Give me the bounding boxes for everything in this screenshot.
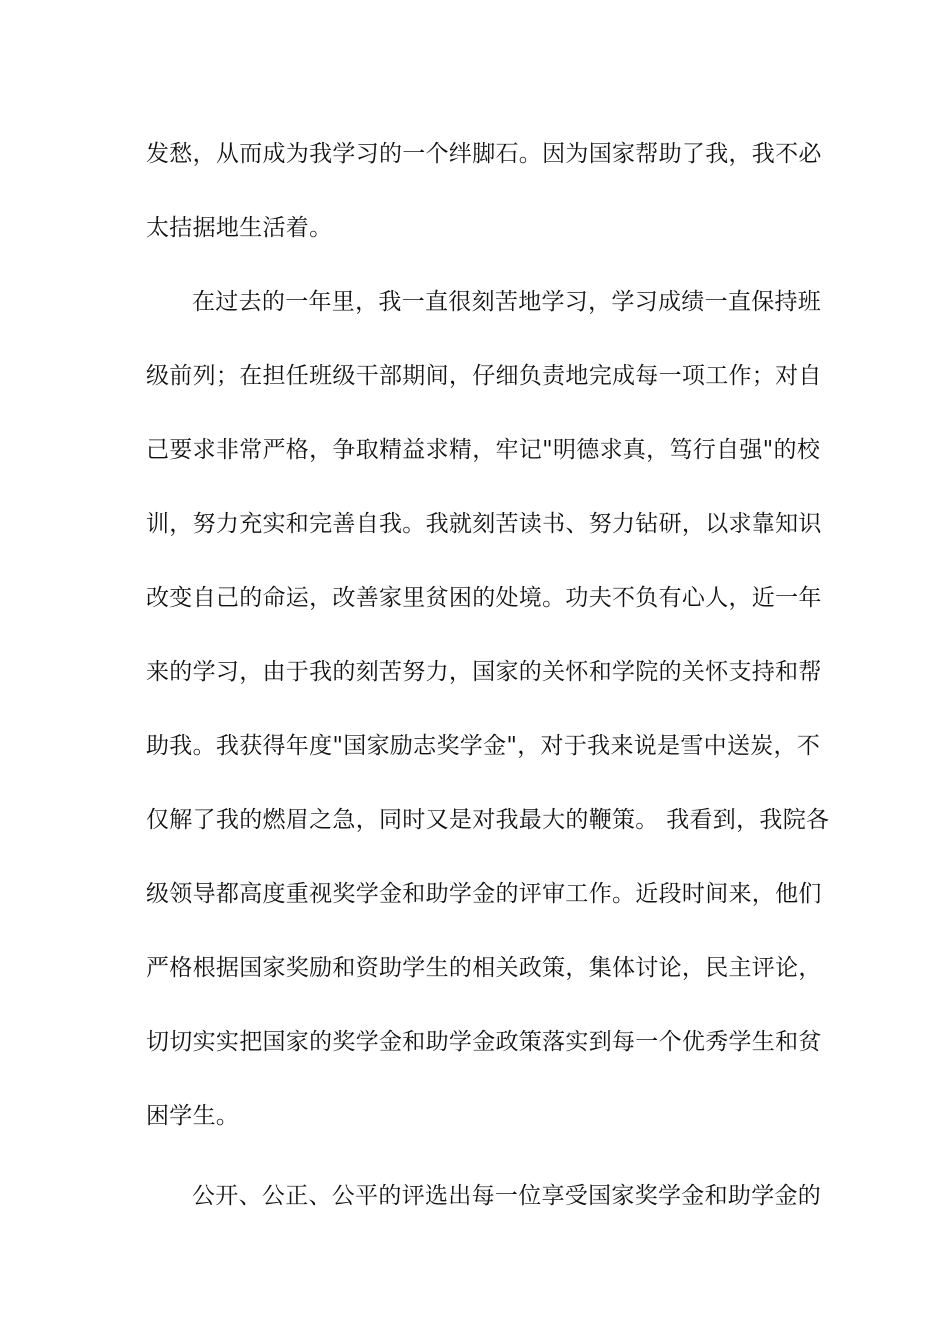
text-line-12: 严格根据国家奖励和资助学生的相关政策，集体讨论，民主评论， (146, 955, 822, 981)
text-line-7: 改变自己的命运，改善家里贫困的处境。功夫不负有心人，近一年 (146, 585, 822, 611)
text-line-11: 级领导都高度重视奖学金和助学金的评审工作。近段时间来，他们 (146, 881, 822, 907)
text-line-14: 困学生。 (146, 1103, 240, 1129)
text-line-5: 己要求非常严格，争取精益求精，牢记"明德求真，笃行自强"的校 (146, 437, 821, 463)
text-line-10: 仅解了我的燃眉之急，同时又是对我最大的鞭策。 我看到，我院各 (146, 807, 830, 833)
paragraph-start-line: 公开、公正、公平的评选出每一位享受国家奖学金和助学金的 (192, 1183, 822, 1209)
text-line-8: 来的学习，由于我的刻苦努力，国家的关怀和学院的关怀支持和帮 (146, 659, 822, 685)
text-line-13: 切切实实把国家的奖学金和助学金政策落实到每一个优秀学生和贫 (146, 1029, 822, 1055)
paragraph-start-line: 在过去的一年里，我一直很刻苦地学习，学习成绩一直保持班 (192, 289, 822, 315)
text-line-6: 训，努力充实和完善自我。我就刻苦读书、努力钻研，以求靠知识 (146, 511, 822, 537)
text-line-4: 级前列；在担任班级干部期间，仔细负责地完成每一项工作；对自 (146, 363, 822, 389)
text-line-2: 太拮据地生活着。 (146, 215, 333, 241)
text-line-1: 发愁，从而成为我学习的一个绊脚石。因为国家帮助了我，我不必 (146, 141, 822, 167)
text-line-9: 助我。我获得年度"国家励志奖学金"，对于我来说是雪中送炭，不 (146, 733, 821, 759)
